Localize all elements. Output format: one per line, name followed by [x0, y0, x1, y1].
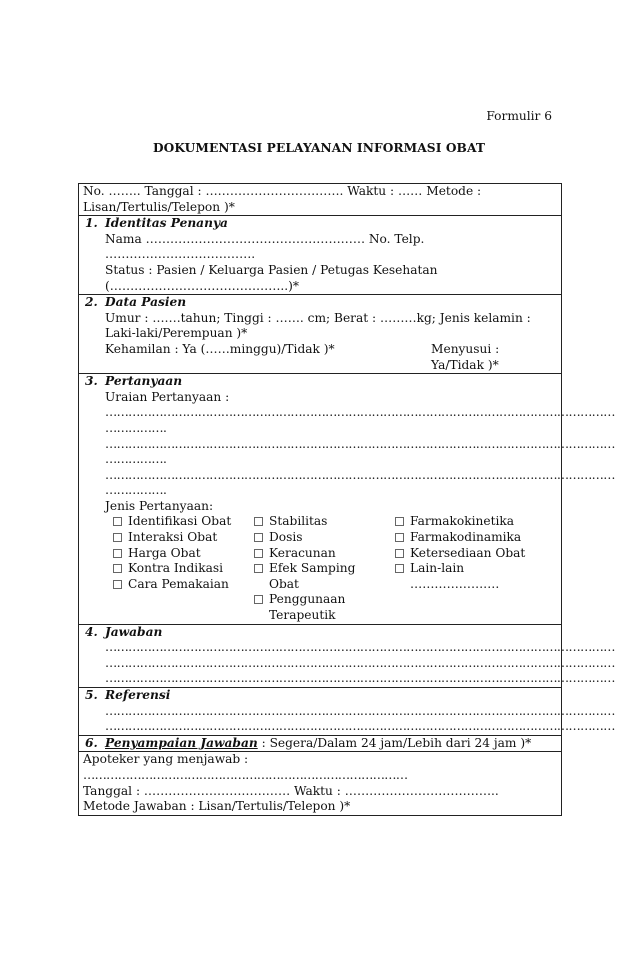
uraian-line[interactable]: …………………………………………………………………………………………………………………… [105, 405, 615, 420]
uraian-label: Uraian Pertanyaan : [105, 389, 230, 404]
checkbox-ketersediaan-obat[interactable]: Ketersediaan Obat [395, 546, 545, 562]
jawaban-line[interactable]: …………………………………………………………………………………………………………………… [105, 671, 615, 686]
checkbox-lain-lain[interactable]: Lain-lain [395, 561, 545, 577]
section-title: Pertanyaan [105, 374, 183, 389]
jawaban-line[interactable]: …………………………………………………………………………………………………………………… [105, 655, 615, 670]
section-referensi [79, 687, 615, 735]
jenis-column-2 [254, 514, 395, 623]
checkbox-icon[interactable] [113, 533, 122, 542]
checkbox-efek-samping-obat[interactable]: Efek Samping Obat [254, 561, 395, 592]
jenis-column-1 [113, 514, 254, 623]
checkbox-icon[interactable] [395, 549, 404, 558]
menyusui-field[interactable]: Menyusui : Ya/Tidak )* [431, 341, 500, 372]
section-number: 5. [85, 688, 98, 702]
header-line-text[interactable]: No. …….. Tanggal : ……………………………. Waktu : …… Metode : Lisan/Tertulis/Telepon )* [83, 184, 482, 214]
kehamilan-row [85, 342, 557, 373]
section-number: 2. [85, 295, 98, 310]
uraian-line[interactable]: ……………. [105, 452, 167, 467]
checkbox-farmakodinamika[interactable]: Farmakodinamika [395, 530, 545, 546]
lain-lain-field[interactable]: …………………. [410, 576, 500, 591]
jenis-label: Jenis Pertanyaan: [105, 498, 214, 513]
section-pertanyaan [79, 373, 615, 624]
status-field[interactable]: Status : Pasien / Keluarga Pasien / Petugas Kesehatan (……………………………………..)* [105, 262, 438, 293]
kehamilan-field[interactable]: Kehamilan : Ya (……minggu)/Tidak )* [105, 341, 335, 356]
tanggal-waktu-field[interactable]: Tanggal : ……………………………… Waktu : ……………………………….. [83, 783, 499, 798]
section-penyampaian-jawaban [79, 735, 561, 752]
section-title: Penyampaian Jawaban [105, 735, 258, 750]
section-jawaban [79, 624, 615, 687]
nama-field[interactable]: Nama ……………………………………………… No. Telp. ………………………………. [105, 231, 425, 262]
jenis-column-3 [395, 514, 545, 623]
checkbox-identifikasi-obat[interactable]: Identifikasi Obat [113, 514, 254, 530]
checkbox-farmakokinetika[interactable]: Farmakokinetika [395, 514, 545, 530]
checkbox-penggunaan-terapeutik[interactable]: Penggunaan Terapeutik [254, 592, 395, 623]
penyampaian-row [105, 736, 531, 752]
checkbox-kontra-indikasi[interactable]: Kontra Indikasi [113, 561, 254, 577]
section-title: Identitas Penanya [105, 216, 228, 231]
checkbox-icon[interactable] [113, 517, 122, 526]
checkbox-harga-obat[interactable]: Harga Obat [113, 546, 254, 562]
checkbox-interaksi-obat[interactable]: Interaksi Obat [113, 530, 254, 546]
uraian-line[interactable]: ……………. [105, 483, 167, 498]
section-title: Referensi [105, 688, 171, 702]
checkbox-icon[interactable] [254, 549, 263, 558]
checkbox-cara-pemakaian[interactable]: Cara Pemakaian [113, 577, 254, 593]
uraian-line[interactable]: …………………………………………………………………………………………………………………… [105, 436, 615, 451]
checkbox-icon[interactable] [395, 517, 404, 526]
checkbox-stabilitas[interactable]: Stabilitas [254, 514, 395, 530]
checkbox-icon[interactable] [254, 564, 263, 573]
uraian-line[interactable]: ……………. [105, 420, 167, 435]
section-title: Jawaban [105, 624, 163, 639]
section-number: 1. [85, 216, 98, 231]
checkbox-icon[interactable] [113, 580, 122, 589]
checkbox-icon[interactable] [395, 564, 404, 573]
section-identitas-penanya [79, 215, 561, 294]
info-form [78, 183, 615, 816]
checkbox-icon[interactable] [254, 595, 263, 604]
penyampaian-options[interactable]: : Segera/Dalam 24 jam/Lebih dari 24 jam )* [257, 735, 532, 750]
section-number: 3. [85, 374, 98, 389]
section-number: 6. [85, 735, 98, 750]
section-title: Data Pasien [105, 295, 187, 310]
umur-field[interactable]: Umur : …….tahun; Tinggi : ……. cm; Berat : ………kg; Jenis kelamin : Laki-laki/Perempuan )* [105, 310, 531, 341]
document-title: DOKUMENTASI PELAYANAN INFORMASI OBAT [152, 141, 486, 155]
header-line [79, 184, 561, 215]
section-data-pasien [79, 294, 561, 373]
jenis-options [85, 514, 557, 623]
checkbox-keracunan[interactable]: Keracunan [254, 546, 395, 562]
checkbox-icon[interactable] [254, 533, 263, 542]
metode-jawaban-field[interactable]: Metode Jawaban : Lisan/Tertulis/Telepon )* [83, 799, 351, 814]
checkbox-icon[interactable] [254, 517, 263, 526]
jawaban-line[interactable]: …………………………………………………………………………………………………………………… [105, 640, 615, 655]
referensi-line[interactable]: …………………………………………………………………………………………………………………… [105, 703, 615, 718]
apoteker-field[interactable]: ………………………………………………………………………… [83, 767, 408, 782]
uraian-line[interactable]: …………………………………………………………………………………………………………………… [105, 467, 615, 482]
footer-section [79, 751, 561, 814]
checkbox-icon[interactable] [113, 564, 122, 573]
referensi-line[interactable]: …………………………………………………………………………………………………………………… [105, 719, 615, 734]
checkbox-icon[interactable] [113, 549, 122, 558]
checkbox-dosis[interactable]: Dosis [254, 530, 395, 546]
checkbox-icon[interactable] [395, 533, 404, 542]
apoteker-label: Apoteker yang menjawab : [83, 752, 249, 767]
form-number: Formulir 6 [486, 109, 552, 123]
section-number: 4. [85, 624, 98, 639]
